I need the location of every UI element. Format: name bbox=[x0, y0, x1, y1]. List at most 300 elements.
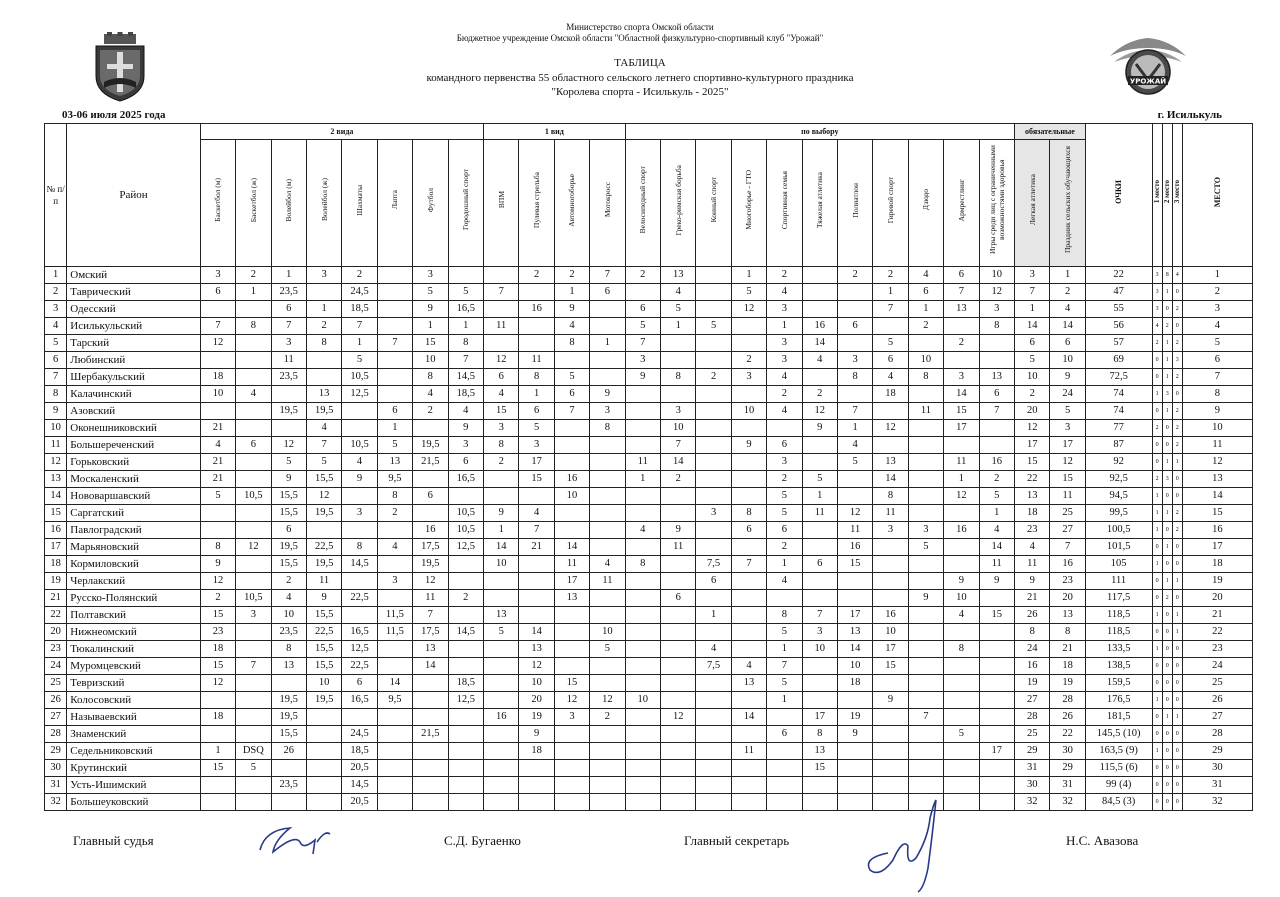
first-places-count: 2 bbox=[1152, 335, 1162, 352]
sport-header: ВПМ bbox=[484, 140, 519, 267]
sport-score-cell: 18,5 bbox=[448, 675, 484, 692]
sport-score-cell bbox=[873, 437, 908, 454]
sport-score-cell bbox=[731, 641, 766, 658]
sport-score-cell bbox=[484, 794, 519, 811]
total-points: 55 bbox=[1085, 301, 1152, 318]
sport-score-cell: 4 bbox=[236, 386, 271, 403]
sport-score-cell: 10 bbox=[200, 386, 235, 403]
sport-score-cell: 6 bbox=[661, 590, 696, 607]
sport-score-cell bbox=[200, 505, 235, 522]
sport-header: Полиатлон bbox=[837, 140, 872, 267]
sport-score-cell bbox=[377, 794, 412, 811]
svg-text:УРОЖАЙ: УРОЖАЙ bbox=[1129, 77, 1167, 86]
sport-score-cell bbox=[590, 539, 625, 556]
sport-score-cell bbox=[979, 692, 1014, 709]
final-place: 6 bbox=[1182, 352, 1252, 369]
table-row bbox=[45, 726, 1253, 743]
final-place: 1 bbox=[1182, 267, 1252, 284]
sport-score-cell bbox=[413, 471, 448, 488]
sport-score-cell: 8 bbox=[731, 505, 766, 522]
sport-score-cell: 7,5 bbox=[696, 658, 731, 675]
chief-judge-name: С.Д. Бугаенко bbox=[444, 833, 521, 848]
final-place: 29 bbox=[1182, 743, 1252, 760]
sport-score-cell: 6 bbox=[271, 522, 306, 539]
sport-score-cell bbox=[236, 777, 271, 794]
sport-score-cell bbox=[200, 726, 235, 743]
sport-score-cell: 5 bbox=[661, 301, 696, 318]
sport-score-cell bbox=[767, 743, 802, 760]
sport-score-cell: 2 bbox=[767, 267, 802, 284]
third-places-count: 0 bbox=[1172, 488, 1182, 505]
sport-score-cell: 13 bbox=[979, 369, 1014, 386]
place2-header: 2 место bbox=[1162, 124, 1172, 267]
row-number: 25 bbox=[45, 675, 67, 692]
sport-score-cell: 7 bbox=[200, 318, 235, 335]
sport-header: Легкая атлетика bbox=[1015, 140, 1050, 267]
sport-score-cell bbox=[979, 675, 1014, 692]
first-places-count: 0 bbox=[1152, 624, 1162, 641]
final-place: 31 bbox=[1182, 777, 1252, 794]
first-places-count: 0 bbox=[1152, 658, 1162, 675]
sport-score-cell: 6 bbox=[484, 369, 519, 386]
table-row bbox=[45, 607, 1253, 624]
second-places-count: 0 bbox=[1162, 522, 1172, 539]
sport-header: Волейбол (м) bbox=[271, 140, 306, 267]
row-number: 14 bbox=[45, 488, 67, 505]
sport-score-cell: 7 bbox=[271, 318, 306, 335]
sport-score-cell: 30 bbox=[1050, 743, 1085, 760]
sport-score-cell bbox=[944, 352, 979, 369]
sport-score-cell bbox=[731, 454, 766, 471]
sport-score-cell: 11,5 bbox=[377, 607, 412, 624]
sport-score-cell bbox=[696, 709, 731, 726]
sport-score-cell: 7 bbox=[944, 284, 979, 301]
second-places-count: 0 bbox=[1162, 607, 1172, 624]
row-number: 23 bbox=[45, 641, 67, 658]
table-row bbox=[45, 420, 1253, 437]
final-place: 16 bbox=[1182, 522, 1252, 539]
third-places-count: 1 bbox=[1172, 454, 1182, 471]
sport-score-cell bbox=[979, 624, 1014, 641]
third-places-count: 3 bbox=[1172, 352, 1182, 369]
sport-score-cell bbox=[908, 488, 943, 505]
sport-score-cell bbox=[236, 556, 271, 573]
sport-score-cell: 11 bbox=[413, 590, 448, 607]
sport-score-cell bbox=[448, 658, 484, 675]
sport-score-cell: 15 bbox=[944, 403, 979, 420]
sport-score-cell: 13 bbox=[413, 641, 448, 658]
total-points: 72,5 bbox=[1085, 369, 1152, 386]
sport-score-cell: 13 bbox=[837, 624, 872, 641]
sport-score-cell: 18 bbox=[837, 675, 872, 692]
third-places-count: 0 bbox=[1172, 590, 1182, 607]
sport-score-cell: 5 bbox=[200, 488, 235, 505]
sport-score-cell bbox=[342, 403, 377, 420]
sport-score-cell: 17 bbox=[519, 454, 554, 471]
sport-score-cell bbox=[908, 573, 943, 590]
sport-score-cell: 4 bbox=[908, 267, 943, 284]
sport-score-cell bbox=[236, 505, 271, 522]
sport-score-cell: 2 bbox=[696, 369, 731, 386]
sport-score-cell: 7 bbox=[342, 318, 377, 335]
district-name: Марьяновский bbox=[67, 539, 201, 556]
sport-score-cell bbox=[908, 743, 943, 760]
sport-score-cell: 13 bbox=[802, 743, 837, 760]
sport-score-cell bbox=[377, 369, 412, 386]
sport-score-cell: 1 bbox=[342, 335, 377, 352]
sport-score-cell: 2 bbox=[767, 539, 802, 556]
third-places-count: 2 bbox=[1172, 301, 1182, 318]
sport-score-cell bbox=[908, 471, 943, 488]
sport-score-cell: 32 bbox=[1050, 794, 1085, 811]
sport-score-cell bbox=[908, 760, 943, 777]
sport-score-cell: 13 bbox=[484, 607, 519, 624]
table-row bbox=[45, 794, 1253, 811]
sport-score-cell: 9 bbox=[661, 522, 696, 539]
table-row bbox=[45, 624, 1253, 641]
sport-score-cell: 8 bbox=[661, 369, 696, 386]
sport-score-cell bbox=[908, 556, 943, 573]
sport-score-cell: 9 bbox=[342, 471, 377, 488]
sport-score-cell: 21 bbox=[200, 471, 235, 488]
sport-score-cell bbox=[306, 369, 341, 386]
total-points: 145,5 (10) bbox=[1085, 726, 1152, 743]
sport-score-cell: 4 bbox=[731, 658, 766, 675]
sport-score-cell: 12 bbox=[413, 573, 448, 590]
sport-score-cell: 6 bbox=[979, 386, 1014, 403]
third-places-count: 0 bbox=[1172, 471, 1182, 488]
sport-score-cell: 4 bbox=[554, 318, 589, 335]
sport-score-cell: 3 bbox=[271, 335, 306, 352]
sport-score-cell: 19 bbox=[837, 709, 872, 726]
sport-score-cell: 18,5 bbox=[448, 386, 484, 403]
sport-score-cell: 9 bbox=[519, 726, 554, 743]
sport-score-cell: 6 bbox=[837, 318, 872, 335]
sport-score-cell: 14 bbox=[979, 539, 1014, 556]
final-place: 14 bbox=[1182, 488, 1252, 505]
sport-score-cell bbox=[342, 522, 377, 539]
district-name: Павлоградский bbox=[67, 522, 201, 539]
sport-score-cell: 15,5 bbox=[306, 658, 341, 675]
row-number: 2 bbox=[45, 284, 67, 301]
sport-score-cell: 15 bbox=[484, 403, 519, 420]
sport-score-cell bbox=[625, 437, 660, 454]
sport-score-cell: 3 bbox=[413, 267, 448, 284]
sport-score-cell bbox=[837, 335, 872, 352]
sport-score-cell bbox=[802, 454, 837, 471]
first-places-count: 1 bbox=[1152, 556, 1162, 573]
sport-score-cell bbox=[342, 488, 377, 505]
sport-score-cell bbox=[696, 471, 731, 488]
sport-score-cell: 3 bbox=[1015, 267, 1050, 284]
sport-score-cell bbox=[413, 505, 448, 522]
sport-score-cell: 8 bbox=[271, 641, 306, 658]
sport-score-cell bbox=[625, 573, 660, 590]
sport-score-cell bbox=[944, 692, 979, 709]
sport-score-cell bbox=[554, 352, 589, 369]
third-places-count: 2 bbox=[1172, 420, 1182, 437]
place1-header: 1 место bbox=[1152, 124, 1162, 267]
sport-score-cell: 1 bbox=[873, 284, 908, 301]
sport-score-cell: 15 bbox=[1050, 471, 1085, 488]
third-places-count: 0 bbox=[1172, 318, 1182, 335]
third-places-count: 0 bbox=[1172, 726, 1182, 743]
sport-score-cell bbox=[661, 743, 696, 760]
first-places-count: 0 bbox=[1152, 369, 1162, 386]
second-places-count: 2 bbox=[1162, 590, 1172, 607]
row-number: 21 bbox=[45, 590, 67, 607]
sport-score-cell bbox=[519, 760, 554, 777]
sport-score-cell: 12 bbox=[873, 420, 908, 437]
sport-score-cell: 16 bbox=[837, 539, 872, 556]
total-points: 69 bbox=[1085, 352, 1152, 369]
sport-score-cell: 11 bbox=[944, 454, 979, 471]
sport-score-cell: 16 bbox=[484, 709, 519, 726]
sport-score-cell: 10 bbox=[519, 675, 554, 692]
district-name: Оконешниковский bbox=[67, 420, 201, 437]
sport-score-cell: 19 bbox=[1015, 675, 1050, 692]
sport-score-cell: 4 bbox=[1015, 539, 1050, 556]
sport-score-cell: 15 bbox=[1015, 454, 1050, 471]
sport-score-cell: 7,5 bbox=[696, 556, 731, 573]
sport-score-cell: 3 bbox=[802, 624, 837, 641]
third-places-count: 1 bbox=[1172, 709, 1182, 726]
sport-score-cell: 20 bbox=[519, 692, 554, 709]
sport-score-cell bbox=[236, 709, 271, 726]
group-header-row bbox=[45, 124, 1253, 140]
sport-score-cell: 5 bbox=[837, 454, 872, 471]
sport-score-cell: 2 bbox=[413, 403, 448, 420]
sport-score-cell: 25 bbox=[1050, 505, 1085, 522]
sport-score-cell bbox=[696, 692, 731, 709]
third-places-count: 0 bbox=[1172, 658, 1182, 675]
sport-score-cell bbox=[377, 284, 412, 301]
sport-score-cell: 1 bbox=[944, 471, 979, 488]
sport-score-cell: 4 bbox=[873, 369, 908, 386]
sport-score-cell: 8 bbox=[944, 641, 979, 658]
sport-score-cell bbox=[413, 760, 448, 777]
first-places-count: 2 bbox=[1152, 471, 1162, 488]
sport-score-cell: 10,5 bbox=[342, 369, 377, 386]
sport-score-cell: 7 bbox=[519, 522, 554, 539]
sport-score-cell bbox=[590, 522, 625, 539]
sport-score-cell bbox=[625, 590, 660, 607]
sport-score-cell bbox=[554, 658, 589, 675]
district-name: Колосовский bbox=[67, 692, 201, 709]
district-name: Крутинский bbox=[67, 760, 201, 777]
second-places-count: 1 bbox=[1162, 352, 1172, 369]
sport-score-cell: 12 bbox=[590, 692, 625, 709]
sport-score-cell: 2 bbox=[554, 267, 589, 284]
sport-score-cell bbox=[979, 777, 1014, 794]
final-place: 4 bbox=[1182, 318, 1252, 335]
third-places-count: 0 bbox=[1172, 777, 1182, 794]
sport-score-cell bbox=[484, 726, 519, 743]
sport-score-cell bbox=[625, 641, 660, 658]
sport-score-cell bbox=[590, 437, 625, 454]
first-places-count: 0 bbox=[1152, 437, 1162, 454]
sport-score-cell: 9 bbox=[271, 471, 306, 488]
sport-score-cell: 8 bbox=[306, 335, 341, 352]
sport-score-cell: 18,5 bbox=[342, 301, 377, 318]
row-number: 11 bbox=[45, 437, 67, 454]
sport-score-cell bbox=[200, 352, 235, 369]
sport-score-cell bbox=[484, 743, 519, 760]
sport-score-cell: 15 bbox=[200, 658, 235, 675]
total-points: 56 bbox=[1085, 318, 1152, 335]
sport-score-cell: 3 bbox=[342, 505, 377, 522]
sport-score-cell bbox=[625, 284, 660, 301]
sport-score-cell bbox=[908, 641, 943, 658]
sport-score-cell: 3 bbox=[661, 403, 696, 420]
sport-score-cell: 2 bbox=[342, 267, 377, 284]
third-places-count: 2 bbox=[1172, 335, 1182, 352]
third-places-count: 0 bbox=[1172, 692, 1182, 709]
sport-score-cell: 12 bbox=[236, 539, 271, 556]
sport-score-cell bbox=[554, 794, 589, 811]
sport-score-cell: 12 bbox=[944, 488, 979, 505]
sport-score-cell bbox=[837, 777, 872, 794]
sport-score-cell bbox=[625, 777, 660, 794]
final-place: 23 bbox=[1182, 641, 1252, 658]
second-places-count: 0 bbox=[1162, 675, 1172, 692]
final-place: 27 bbox=[1182, 709, 1252, 726]
first-places-count: 0 bbox=[1152, 709, 1162, 726]
sport-score-cell: 3 bbox=[696, 505, 731, 522]
sport-score-cell: 32 bbox=[1015, 794, 1050, 811]
sport-score-cell bbox=[661, 335, 696, 352]
sport-score-cell bbox=[413, 675, 448, 692]
sport-score-cell bbox=[979, 420, 1014, 437]
sport-score-cell: 3 bbox=[236, 607, 271, 624]
sport-score-cell: 8 bbox=[519, 369, 554, 386]
sport-score-cell bbox=[802, 369, 837, 386]
sport-score-cell: 7 bbox=[306, 437, 341, 454]
sport-score-cell: 7 bbox=[767, 658, 802, 675]
sport-score-cell: 7 bbox=[554, 403, 589, 420]
sport-score-cell bbox=[873, 726, 908, 743]
sport-score-cell bbox=[837, 760, 872, 777]
row-number: 19 bbox=[45, 573, 67, 590]
sport-score-cell: 10 bbox=[1050, 352, 1085, 369]
sport-score-cell: 17 bbox=[554, 573, 589, 590]
total-points: 57 bbox=[1085, 335, 1152, 352]
sport-score-cell: 10 bbox=[837, 658, 872, 675]
sport-score-cell bbox=[944, 777, 979, 794]
third-places-count: 1 bbox=[1172, 573, 1182, 590]
sport-score-cell bbox=[873, 318, 908, 335]
sport-score-cell: 2 bbox=[236, 267, 271, 284]
sport-score-cell: 31 bbox=[1050, 777, 1085, 794]
district-name: Полтавский bbox=[67, 607, 201, 624]
sport-score-cell: 5 bbox=[1015, 352, 1050, 369]
sport-score-cell: DSQ bbox=[236, 743, 271, 760]
sport-score-cell: 7 bbox=[484, 284, 519, 301]
first-places-count: 2 bbox=[1152, 420, 1162, 437]
sport-score-cell bbox=[802, 675, 837, 692]
total-points: 163,5 (9) bbox=[1085, 743, 1152, 760]
sport-score-cell: 1 bbox=[767, 318, 802, 335]
sport-score-cell: 12,5 bbox=[448, 692, 484, 709]
sport-score-cell: 22,5 bbox=[342, 590, 377, 607]
sport-score-cell: 6 bbox=[590, 284, 625, 301]
sport-score-cell: 10 bbox=[661, 420, 696, 437]
sport-score-cell: 12 bbox=[519, 658, 554, 675]
sport-score-cell: 5 bbox=[908, 539, 943, 556]
sport-score-cell bbox=[377, 352, 412, 369]
sport-score-cell bbox=[696, 420, 731, 437]
sport-score-cell: 7 bbox=[448, 352, 484, 369]
sport-score-cell: 18 bbox=[519, 743, 554, 760]
sport-score-cell: 14 bbox=[731, 709, 766, 726]
final-place: 17 bbox=[1182, 539, 1252, 556]
sport-score-cell: 4 bbox=[625, 522, 660, 539]
second-places-count: 8 bbox=[1162, 267, 1172, 284]
sport-score-cell: 14 bbox=[554, 539, 589, 556]
sport-score-cell: 3 bbox=[377, 573, 412, 590]
sport-score-cell: 8 bbox=[236, 318, 271, 335]
total-points: 92,5 bbox=[1085, 471, 1152, 488]
sport-score-cell bbox=[837, 488, 872, 505]
sport-score-cell bbox=[661, 794, 696, 811]
third-places-count: 0 bbox=[1172, 760, 1182, 777]
sport-score-cell bbox=[944, 709, 979, 726]
sport-score-cell bbox=[661, 556, 696, 573]
sport-score-cell bbox=[731, 386, 766, 403]
sport-score-cell: 8 bbox=[873, 488, 908, 505]
sport-score-cell: 3 bbox=[484, 420, 519, 437]
sport-score-cell bbox=[979, 760, 1014, 777]
sport-score-cell: 26 bbox=[1015, 607, 1050, 624]
sport-score-cell bbox=[731, 607, 766, 624]
sport-score-cell bbox=[519, 590, 554, 607]
sport-score-cell bbox=[554, 641, 589, 658]
sport-score-cell bbox=[625, 709, 660, 726]
sport-score-cell: 3 bbox=[837, 352, 872, 369]
sport-score-cell bbox=[696, 777, 731, 794]
sport-score-cell bbox=[696, 335, 731, 352]
sport-score-cell bbox=[661, 726, 696, 743]
district-name: Таврический bbox=[67, 284, 201, 301]
sport-score-cell bbox=[484, 777, 519, 794]
sport-score-cell bbox=[306, 522, 341, 539]
second-places-count: 1 bbox=[1162, 369, 1172, 386]
sport-score-cell bbox=[767, 777, 802, 794]
sport-score-cell: 9 bbox=[837, 726, 872, 743]
sport-score-cell: 2 bbox=[271, 573, 306, 590]
sport-score-cell: 2 bbox=[377, 505, 412, 522]
sport-score-cell: 1 bbox=[731, 267, 766, 284]
row-number: 29 bbox=[45, 743, 67, 760]
sport-score-cell: 12 bbox=[554, 692, 589, 709]
sport-score-cell bbox=[236, 403, 271, 420]
first-places-count: 1 bbox=[1152, 522, 1162, 539]
sport-score-cell: 11,5 bbox=[377, 624, 412, 641]
sport-score-cell: 11 bbox=[271, 352, 306, 369]
sport-score-cell: 16,5 bbox=[448, 471, 484, 488]
sport-score-cell bbox=[944, 743, 979, 760]
sport-score-cell bbox=[590, 726, 625, 743]
row-number: 28 bbox=[45, 726, 67, 743]
sport-score-cell: 2 bbox=[837, 267, 872, 284]
sport-score-cell: 11 bbox=[979, 556, 1014, 573]
sport-score-cell bbox=[200, 692, 235, 709]
sport-score-cell: 6 bbox=[731, 522, 766, 539]
sport-score-cell: 1 bbox=[448, 318, 484, 335]
sport-score-cell: 15,5 bbox=[271, 726, 306, 743]
sport-score-cell: 3 bbox=[979, 301, 1014, 318]
sport-score-cell bbox=[908, 454, 943, 471]
